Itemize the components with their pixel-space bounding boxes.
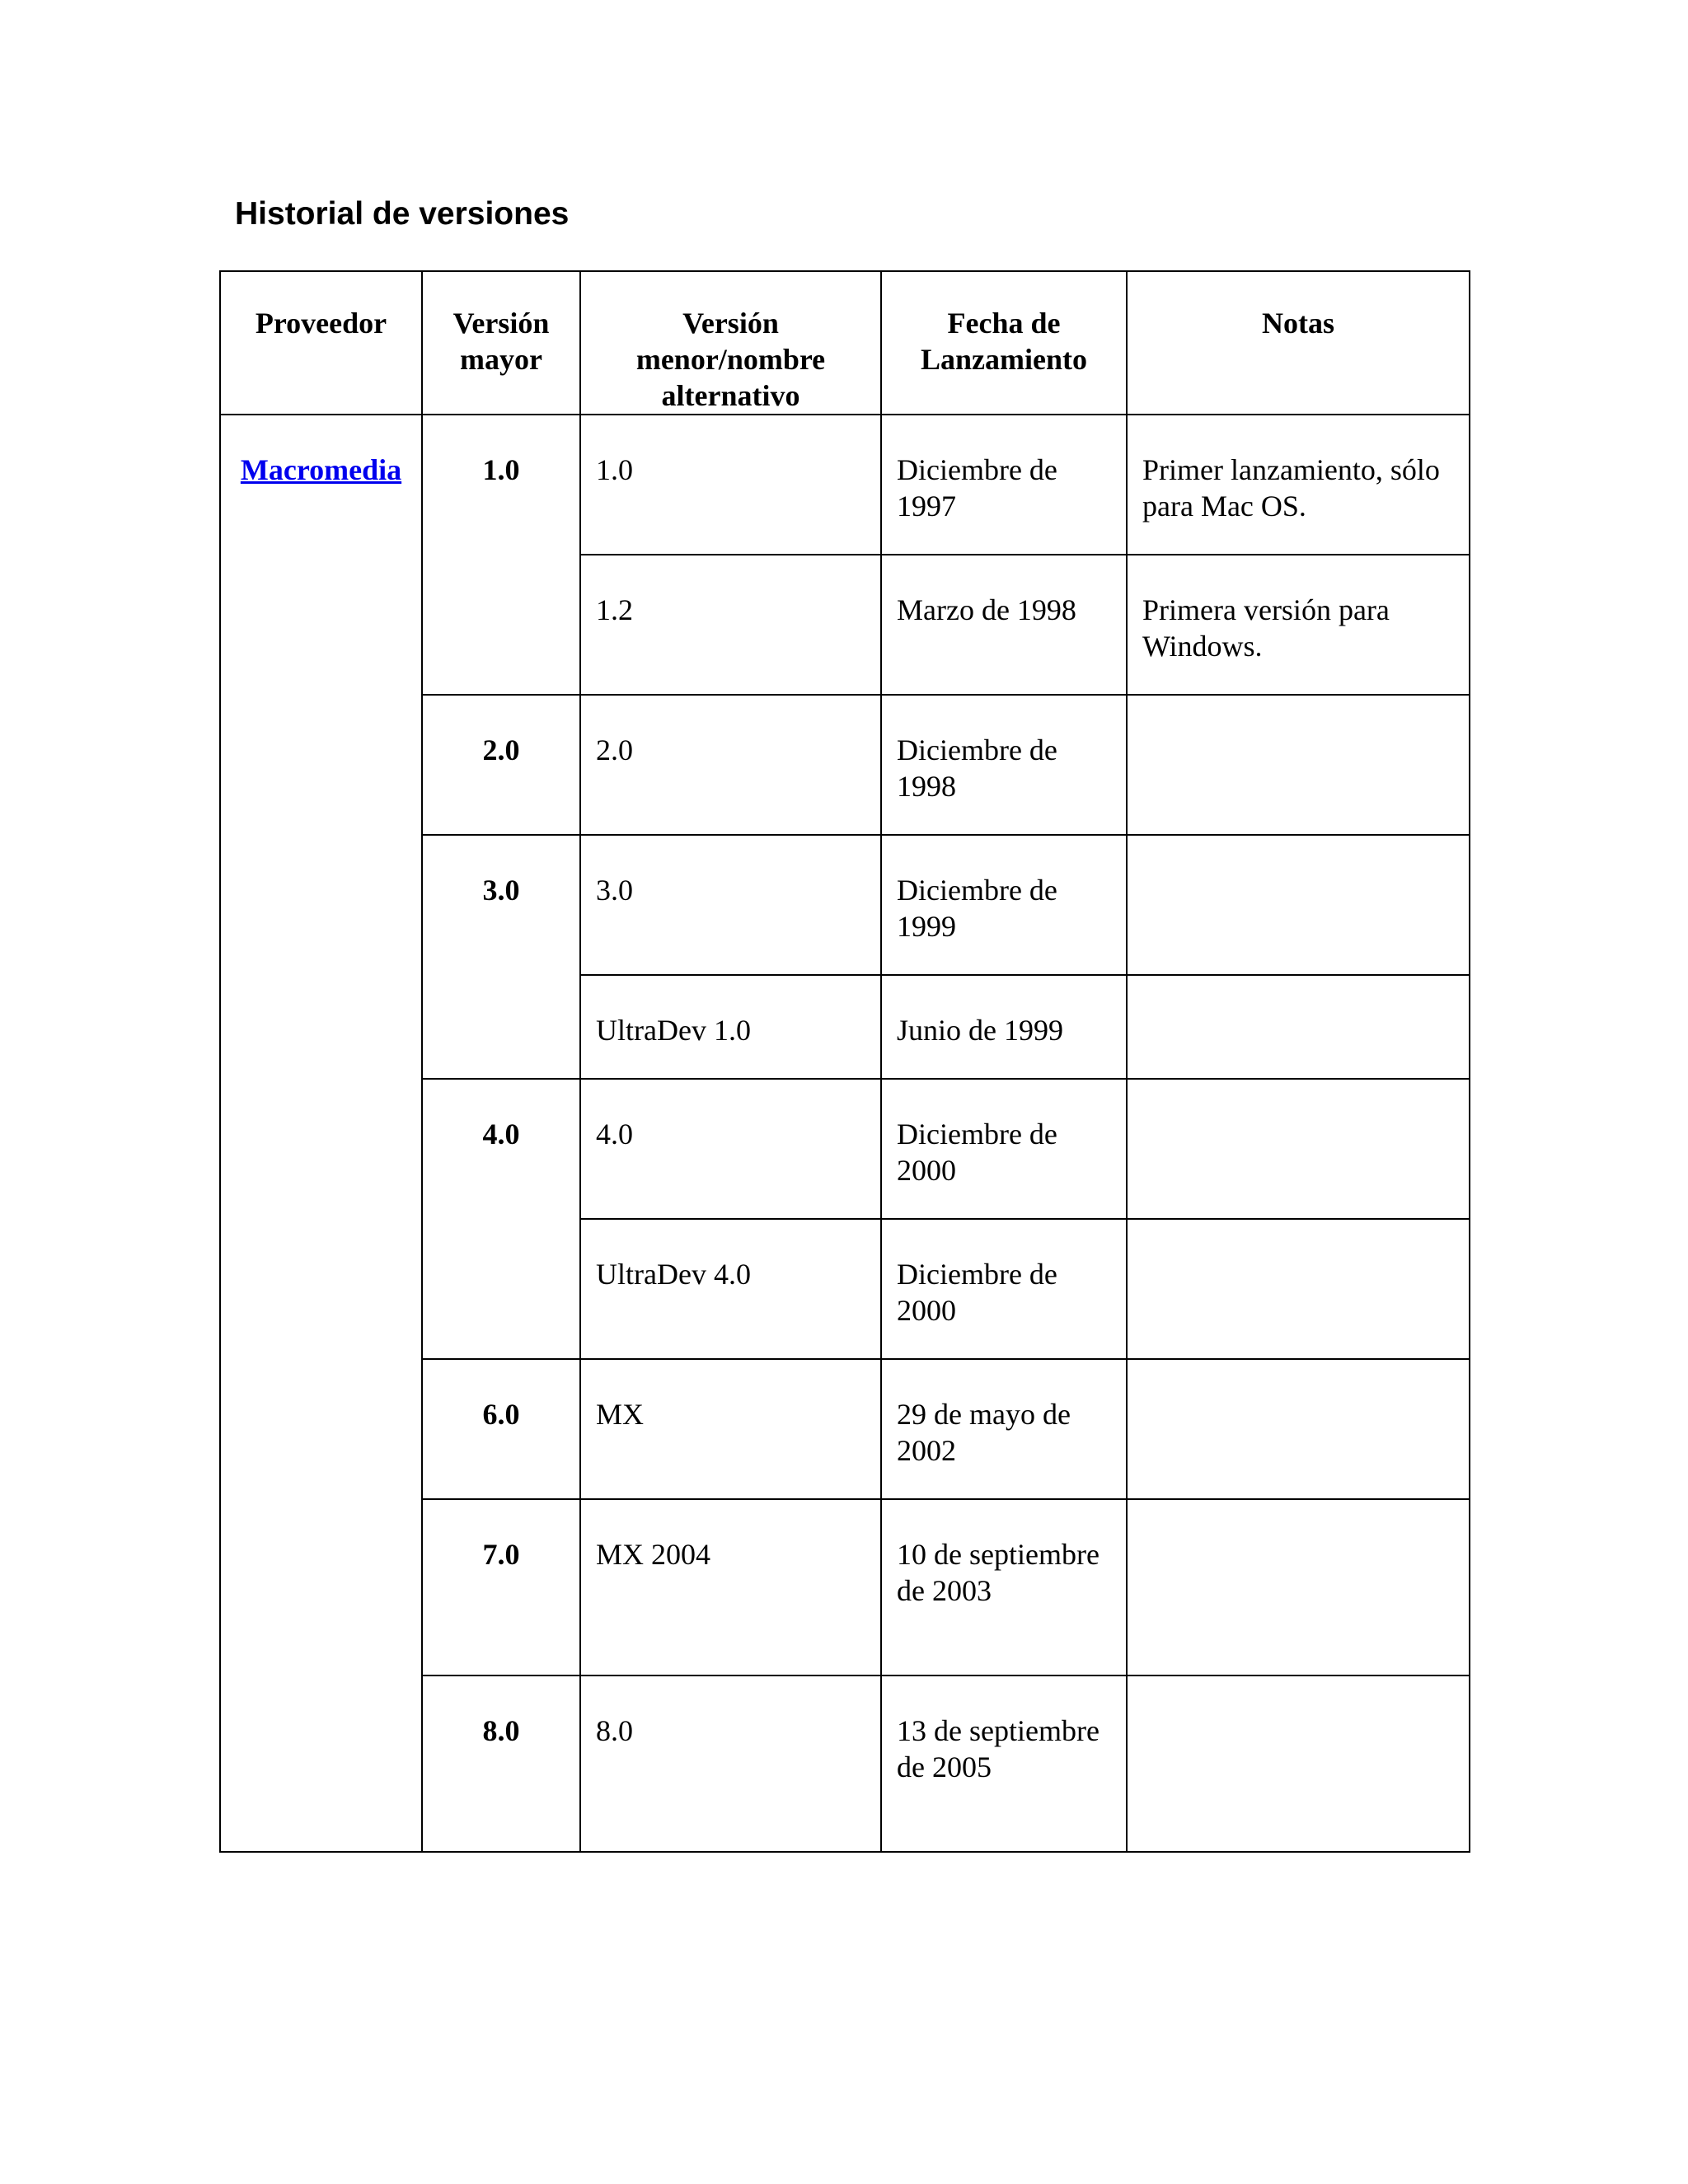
minor-version-cell: 8.0	[580, 1675, 881, 1852]
major-version-cell: 7.0	[422, 1499, 580, 1675]
release-date-cell: Diciembre de 1999	[881, 835, 1127, 975]
notes-cell	[1127, 1675, 1470, 1852]
notes-cell	[1127, 1219, 1470, 1359]
minor-version-cell: MX 2004	[580, 1499, 881, 1675]
notes-cell	[1127, 835, 1470, 975]
page-title: Historial de versiones	[235, 196, 570, 232]
release-date-cell: 13 de septiembre de 2005	[881, 1675, 1127, 1852]
minor-version-cell: 2.0	[580, 695, 881, 835]
notes-cell	[1127, 1499, 1470, 1675]
minor-version-cell: 4.0	[580, 1079, 881, 1219]
notes-cell	[1127, 975, 1470, 1079]
major-version-cell: 6.0	[422, 1359, 580, 1499]
header-notes: Notas	[1127, 271, 1470, 415]
vendor-cell	[220, 415, 422, 1852]
release-date-cell: Junio de 1999	[881, 975, 1127, 1079]
release-date-cell: 10 de septiembre de 2003	[881, 1499, 1127, 1675]
header-major-version: Versión mayor	[422, 271, 580, 415]
table-header-row	[220, 271, 1470, 415]
release-date-cell: 29 de mayo de 2002	[881, 1359, 1127, 1499]
minor-version-cell: UltraDev 1.0	[580, 975, 881, 1079]
notes-cell	[1127, 695, 1470, 835]
release-date-cell: Diciembre de 1998	[881, 695, 1127, 835]
minor-version-cell: 3.0	[580, 835, 881, 975]
table-row	[220, 415, 1470, 555]
notes-cell	[1127, 1359, 1470, 1499]
major-version-cell: 1.0	[422, 415, 580, 695]
minor-version-cell: 1.0	[580, 415, 881, 555]
version-history-table	[219, 270, 1470, 1853]
major-version-cell: 4.0	[422, 1079, 580, 1359]
release-date-cell: Diciembre de 2000	[881, 1219, 1127, 1359]
notes-cell	[1127, 1079, 1470, 1219]
release-date-cell: Diciembre de 1997	[881, 415, 1127, 555]
header-vendor: Proveedor	[220, 271, 422, 415]
notes-cell: Primer lanzamiento, sólo para Mac OS.	[1127, 415, 1470, 555]
vendor-link[interactable]: Macromedia	[240, 453, 402, 486]
release-date-cell: Marzo de 1998	[881, 555, 1127, 695]
major-version-cell: 8.0	[422, 1675, 580, 1852]
header-release-date: Fecha de Lanzamiento	[881, 271, 1127, 415]
minor-version-cell: MX	[580, 1359, 881, 1499]
release-date-cell: Diciembre de 2000	[881, 1079, 1127, 1219]
major-version-cell: 3.0	[422, 835, 580, 1079]
notes-cell: Primera versión para Windows.	[1127, 555, 1470, 695]
minor-version-cell: UltraDev 4.0	[580, 1219, 881, 1359]
major-version-cell: 2.0	[422, 695, 580, 835]
header-minor-version: Versión menor/nombre alternativo	[580, 271, 881, 415]
minor-version-cell: 1.2	[580, 555, 881, 695]
